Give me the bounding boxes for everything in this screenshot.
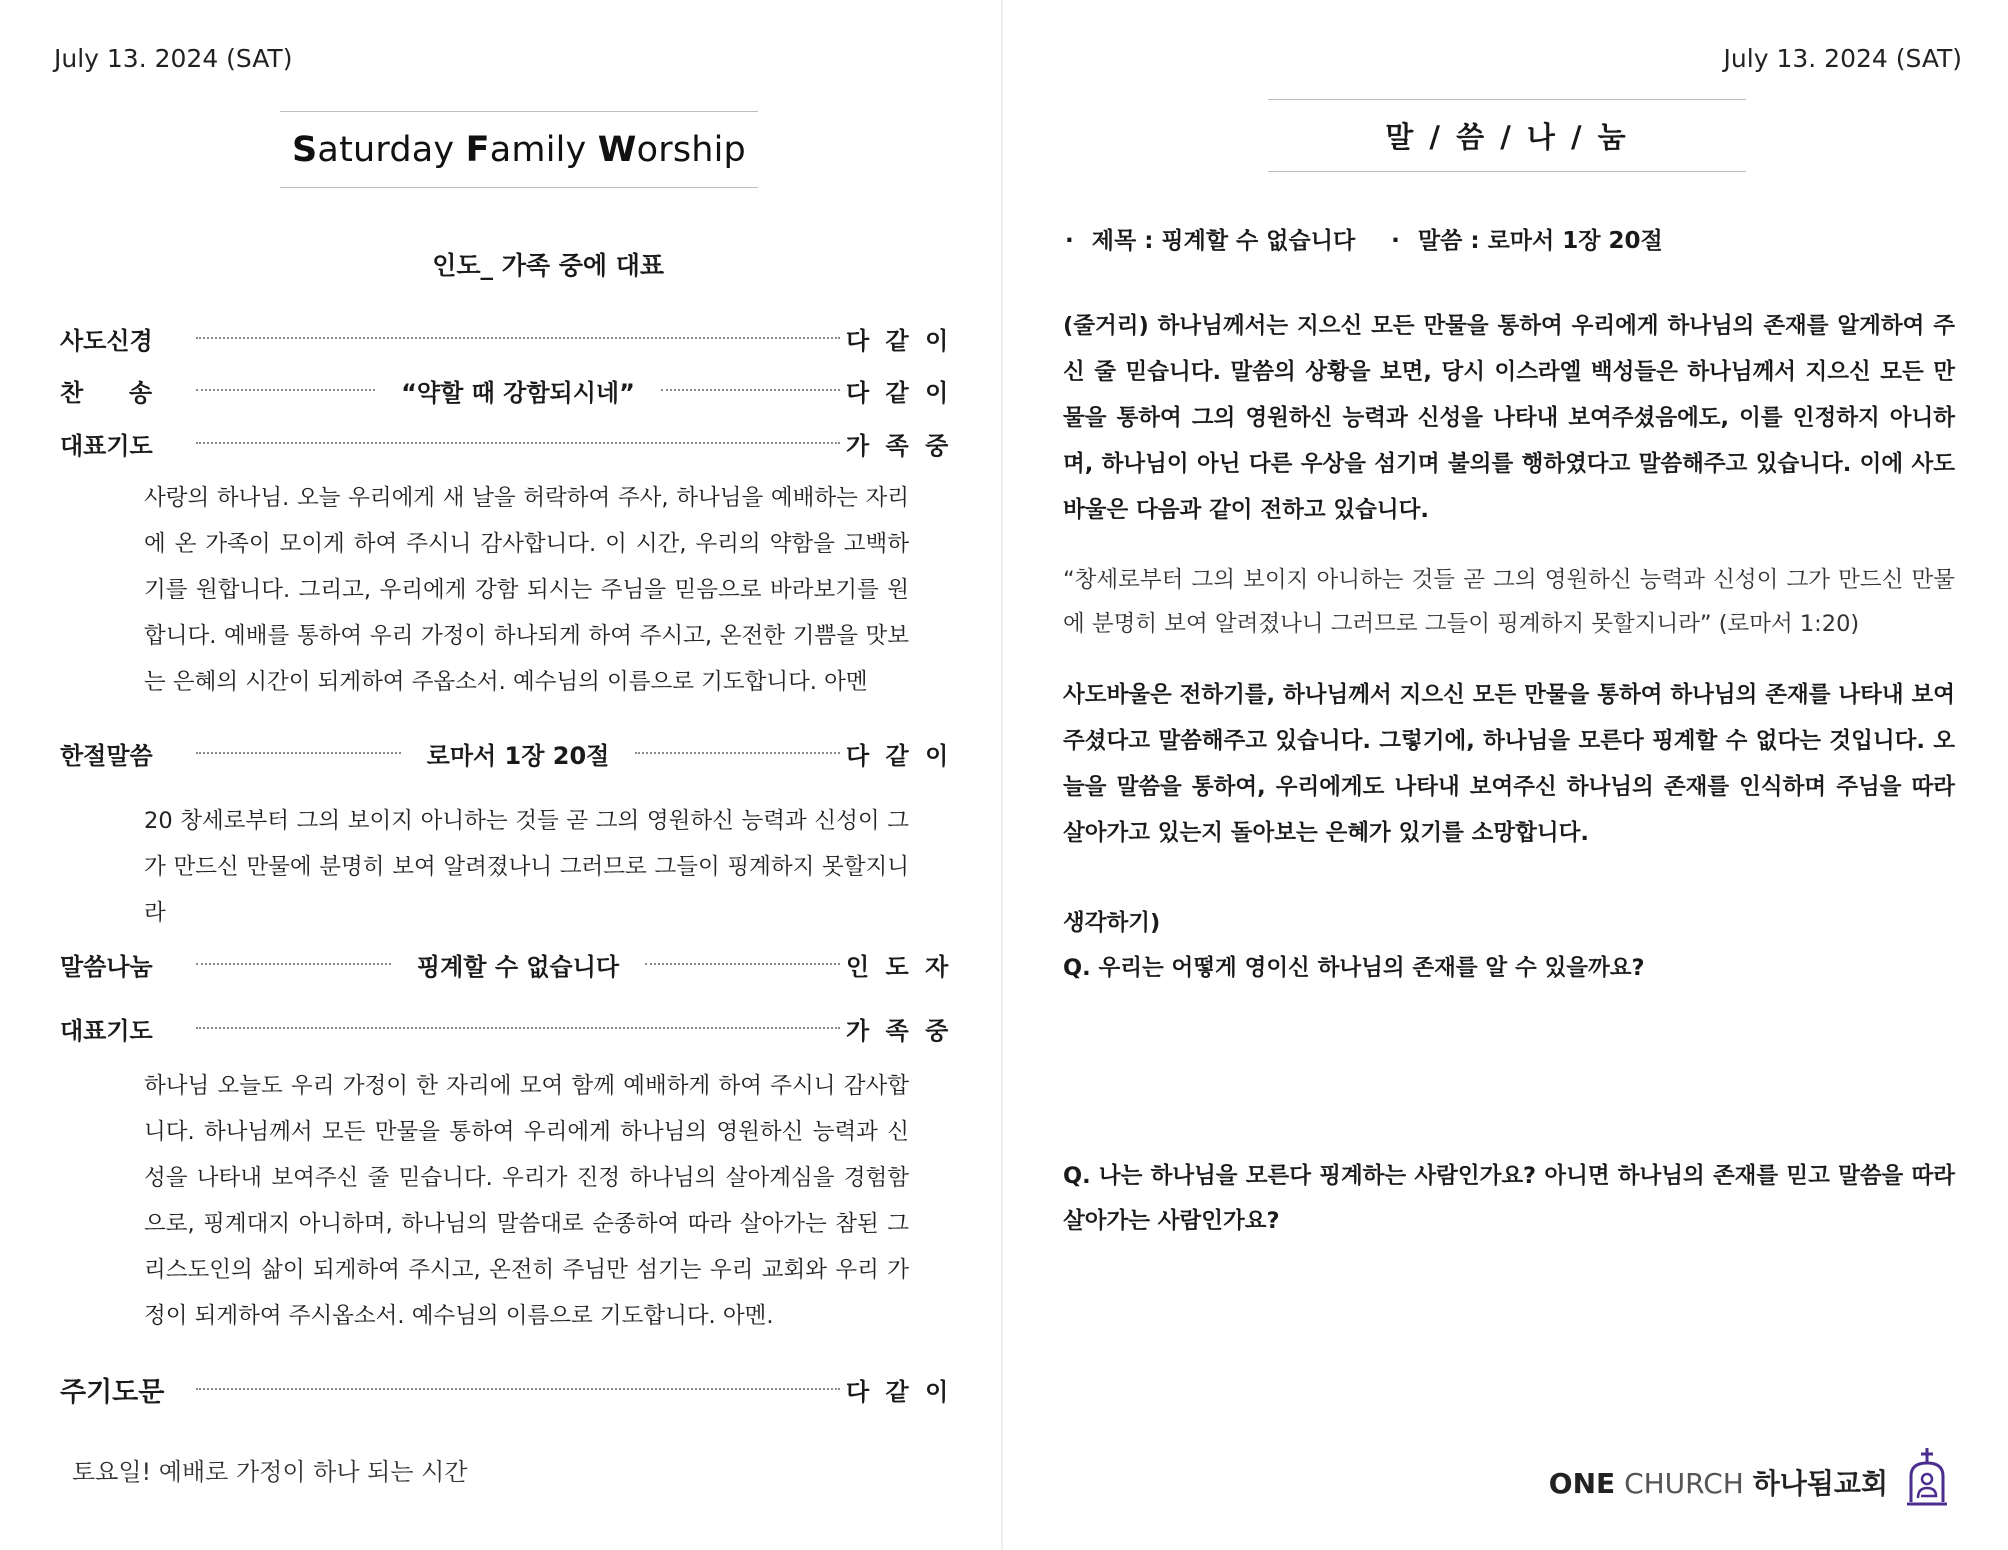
closing-prayer-text: 하나님 오늘도 우리 가정이 한 자리에 모여 함께 예배하게 하여 주시니 감사합니다. 하나님께서 모든 만물을 통하여 우리에게 하나님의 영원하신 능력과 신성을 나타내 보여주신 줄 믿습니다. 우리가 진정 하나님의 살아계심을 경험함으로, 핑계대지 아니하며, 하나님의 말씀대로 순종하여 따라 살아가는 참된 그리스도인의 삶이 되게하여 주시고, 온전히 주님만 섬기는 우리 교회와 우리 가정이 되게하여 주시옵소서. 예수님의 이름으로 기도합니다. 아멘.: [144, 1073, 909, 1329]
order-label: 주기도문: [60, 1376, 165, 1408]
order-row-creed: [60, 318, 953, 358]
order-who: 인 도 자: [846, 952, 953, 981]
order-who: 가 족 중: [846, 431, 953, 460]
dot-leader: [196, 337, 840, 339]
dot-leader: [196, 442, 840, 444]
order-label: 한절말씀: [60, 741, 153, 770]
order-label: 찬 송: [60, 378, 152, 407]
dot-leader: [196, 963, 391, 965]
opening-prayer-text: 사랑의 하나님. 오늘 우리에게 새 날을 허락하여 주사, 하나님을 예배하는 자리에 온 가족이 모이게 하여 주시니 감사합니다. 이 시간, 우리의 약함을 고백하기를 원합니다. 그리고, 우리에게 강함 되시는 주님을 믿음으로 바라보기를 원합니다. 예배를 통하여 우리 가정이 하나되게 하여 주시고, 온전한 기쁨을 맛보는 은혜의 시간이 되게하여 주옵소서. 예수님의 이름으로 기도합니다. 아멘: [144, 485, 909, 695]
order-label: 말씀나눔: [60, 952, 153, 981]
dot-leader: [635, 752, 840, 754]
question-2: Q. 나는 하나님을 모른다 핑계하는 사람인가요? 아니면 하나님의 존재를 믿고 말씀을 따라 살아가는 사람인가요?: [1063, 1163, 1955, 1234]
sermon-meta: [1065, 222, 1663, 255]
order-who: 다 같 이: [846, 1377, 953, 1406]
verse-text: 20 창세로부터 그의 보이지 아니하는 것들 곧 그의 영원하신 능력과 신성이 그가 만드신 만물에 분명히 보여 알려졌나니 그러므로 그들이 핑계하지 못할지니라: [144, 808, 909, 926]
hymn-title: “약할 때 강함되시네”: [401, 378, 635, 407]
reflection-heading: 생각하기): [1063, 910, 1161, 936]
church-brand: ONE CHURCH 하나됨교회: [1548, 1467, 1888, 1500]
body-text: 사도바울은 전하기를, 하나님께서 지으신 모든 만물을 통하여 하나님의 존재를 나타내 보여주셨다고 말씀해주고 있습니다. 그렇기에, 하나님을 모른다 핑계할 수 없다는 것입니다. 오늘을 말씀을 통하여, 우리에게도 나타내 보여주신 하나님의 존재를 인식하며 주님을 따라 살아가고 있는지 돌아보는 은혜가 있기를 소망합니다.: [1063, 682, 1955, 846]
dot-leader: [196, 1388, 840, 1390]
dot-leader: [645, 963, 840, 965]
worship-title-box: [280, 111, 758, 188]
sermon-verse-meta: · 말씀 : 로마서 1장 20절: [1391, 222, 1663, 255]
date-right: July 13. 2024 (SAT): [1723, 44, 1962, 73]
verse-reference: 로마서 1장 20절: [426, 741, 610, 770]
sharing-title: 말 / 씀 / 나 / 눔: [1385, 120, 1629, 154]
dot-leader: [196, 1027, 840, 1029]
summary-text: (줄거리) 하나님께서는 지으신 모든 만물을 통하여 우리에게 하나님의 존재를 알게하여 주신 줄 믿습니다. 말씀의 상황을 보면, 당시 이스라엘 백성들은 하나님께서 지으신 모든 만물을 통하여 그의 영원하신 능력과 신성을 나타내 보여주셨음에도, 이를 인정하지 아니하며, 하나님이 아닌 다른 우상을 섬기며 불의를 행하였다고 말씀해주고 있습니다. 이에 사도바울은 다음과 같이 전하고 있습니다.: [1063, 313, 1955, 523]
leader-note: 인도_ 가족 중에 대표: [432, 251, 664, 280]
sharing-title-box: [1268, 99, 1746, 172]
dot-leader: [196, 389, 375, 391]
order-who: 다 같 이: [846, 378, 953, 407]
order-row-hymn: [60, 370, 953, 410]
dot-leader: [661, 389, 840, 391]
dot-leader: [196, 752, 401, 754]
order-row-verse: [60, 733, 953, 773]
church-logo-icon: [1904, 1446, 1950, 1508]
order-row-prayer: [60, 423, 953, 463]
order-row-sharing: [60, 944, 953, 984]
order-label: 대표기도: [60, 431, 153, 460]
order-who: 다 같 이: [846, 326, 953, 355]
sermon-title-meta: · 제목 : 핑계할 수 없습니다: [1065, 222, 1355, 255]
order-row-prayer-2: [60, 1008, 953, 1048]
order-row-lords-prayer: [60, 1369, 953, 1409]
worship-order-page: [0, 0, 1001, 1550]
sermon-sharing-page: [1003, 0, 2008, 1550]
footer-slogan: 토요일! 예배로 가정이 하나 되는 시간: [72, 1458, 468, 1486]
order-label: 사도신경: [60, 326, 153, 355]
question-1: Q. 우리는 어떻게 영이신 하나님의 존재를 알 수 있을까요?: [1063, 955, 1645, 981]
order-who: 가 족 중: [846, 1016, 953, 1045]
worship-title: Saturday Family Worship: [292, 129, 746, 170]
order-label: 대표기도: [60, 1016, 153, 1045]
quote-text: “창세로부터 그의 보이지 아니하는 것들 곧 그의 영원하신 능력과 신성이 그가 만드신 만물에 분명히 보여 알려졌나니 그러므로 그들이 핑계하지 못할지니라” (로마서 1:20): [1063, 567, 1955, 637]
order-who: 다 같 이: [846, 741, 953, 770]
sermon-title: 핑계할 수 없습니다: [416, 952, 620, 981]
date-left: July 13. 2024 (SAT): [54, 44, 293, 73]
